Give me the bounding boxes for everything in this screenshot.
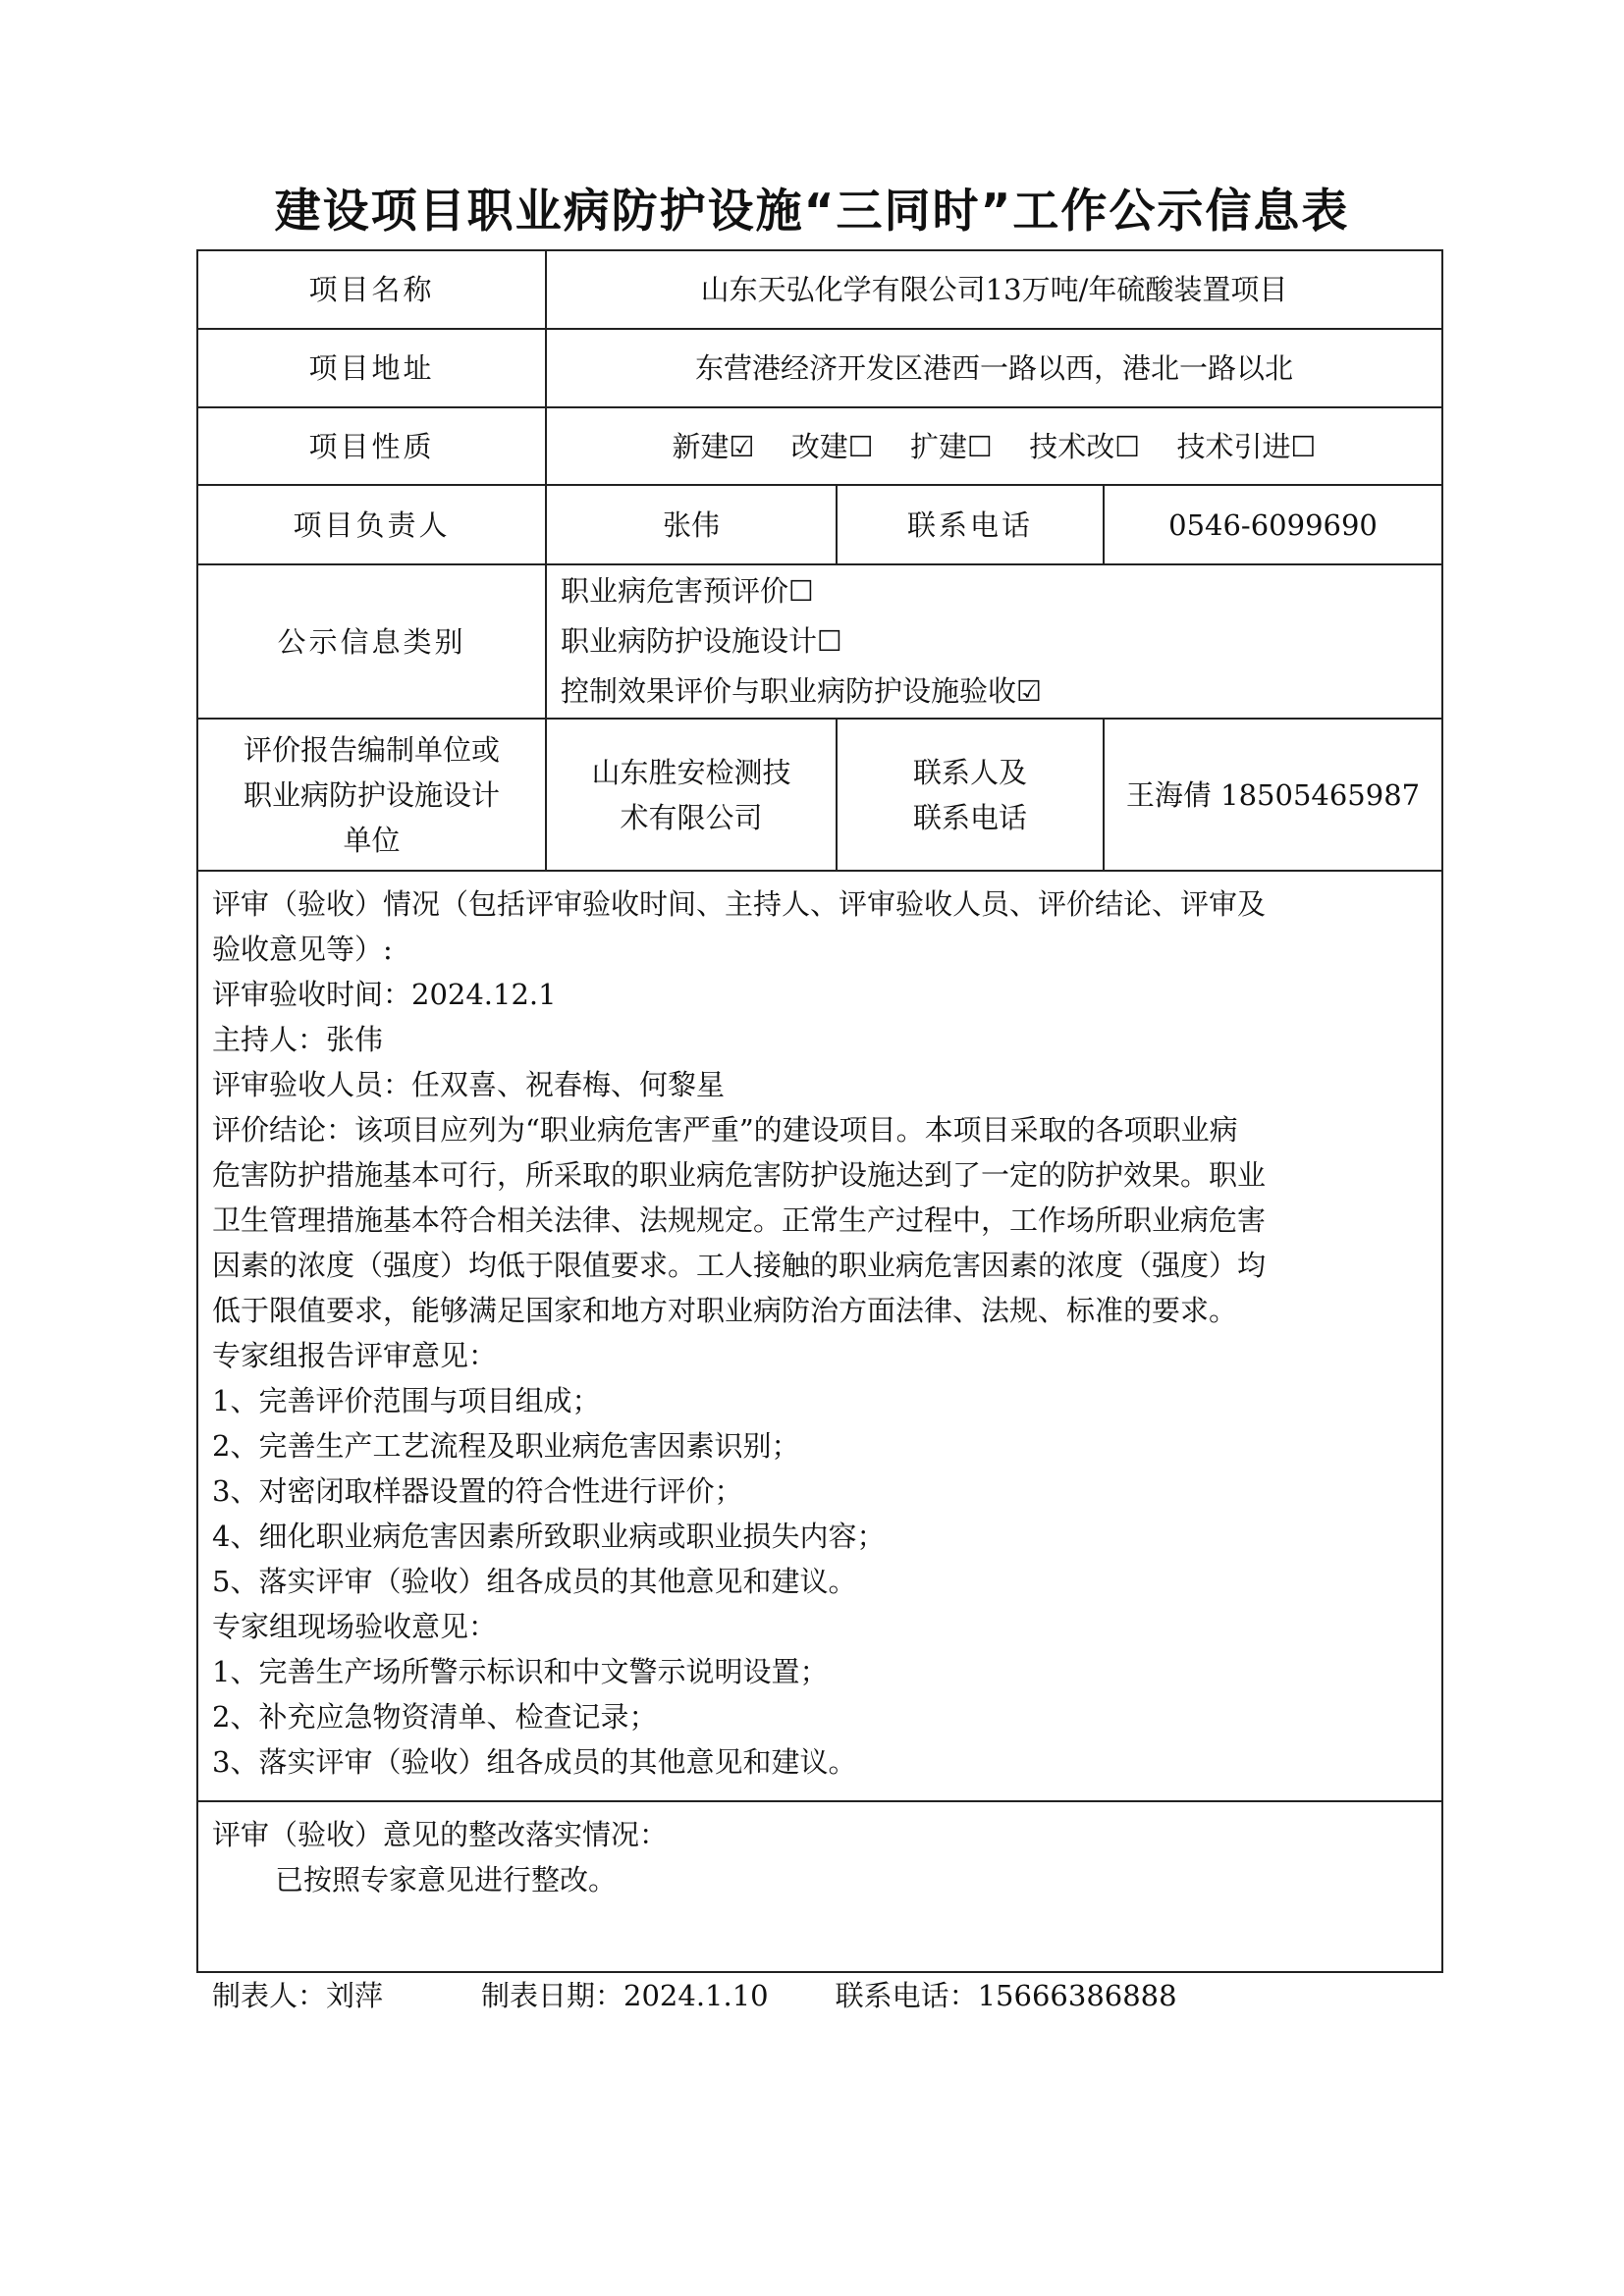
report-unit-value-line: 山东胜安检测技	[591, 755, 791, 789]
leader-phone-label: 联系电话	[837, 485, 1104, 564]
rectification-section	[197, 1801, 1442, 1972]
table-footer	[212, 1976, 1177, 2015]
checkbox-checked-icon[interactable]: ☑	[729, 429, 755, 463]
row-project-leader	[197, 485, 1442, 564]
nature-option-label: 改建	[790, 429, 848, 463]
site-opinion-item: 2、补充应急物资清单、检查记录；	[212, 1700, 658, 1734]
project-address-label: 项目地址	[197, 329, 546, 407]
category-option-protection-design[interactable]	[561, 616, 1428, 667]
category-option-label: 职业病危害预评价	[561, 574, 789, 608]
category-option-pre-evaluation[interactable]	[561, 566, 1428, 616]
project-name-value: 山东天弘化学有限公司13万吨/年硫酸装置项目	[546, 250, 1442, 329]
nature-option-label: 扩建	[910, 429, 968, 463]
site-opinion-title: 专家组现场验收意见：	[212, 1610, 498, 1643]
info-category-options	[546, 564, 1442, 719]
nature-option-expand[interactable]	[910, 429, 993, 464]
leader-phone-value: 0546-6099690	[1104, 485, 1442, 564]
checkbox-checked-icon[interactable]: ☑	[1016, 674, 1043, 708]
nature-option-new[interactable]	[673, 429, 755, 464]
report-opinion-item: 1、完善评价范围与项目组成；	[212, 1384, 601, 1417]
report-opinion-item: 4、细化职业病危害因素所致职业病或职业损失内容；	[212, 1520, 886, 1553]
contact-label-line: 联系人及	[912, 755, 1027, 789]
row-info-category	[197, 564, 1442, 719]
review-conclusion-line: 危害防护措施基本可行，所采取的职业病危害防护设施达到了一定的防护效果。职业	[212, 1158, 1267, 1192]
rectification-content: 已按照专家意见进行整改。	[275, 1863, 618, 1896]
report-opinion-item: 3、对密闭取样器设置的符合性进行评价；	[212, 1474, 743, 1508]
checkbox-empty-icon[interactable]: ☐	[847, 429, 874, 463]
review-host: 主持人：张伟	[212, 1023, 384, 1056]
page-title: 建设项目职业病防护设施“三同时”工作公示信息表	[274, 185, 1350, 239]
site-opinion-item: 1、完善生产场所警示标识和中文警示说明设置；	[212, 1655, 829, 1688]
report-unit-value-line: 术有限公司	[620, 800, 763, 834]
info-table	[196, 249, 1443, 1973]
checkbox-empty-icon[interactable]: ☐	[1114, 429, 1141, 463]
rectification-heading: 评审（验收）意见的整改落实情况：	[212, 1818, 669, 1851]
site-opinion-item: 3、落实评审（验收）组各成员的其他意见和建议。	[212, 1745, 857, 1779]
review-conclusion-line: 低于限值要求，能够满足国家和地方对职业病防治方面法律、法规、标准的要求。	[212, 1294, 1238, 1327]
row-project-nature	[197, 407, 1442, 485]
review-conclusion-line: 因素的浓度（强度）均低于限值要求。工人接触的职业病危害因素的浓度（强度）均	[212, 1249, 1267, 1282]
nature-option-label: 技术引进	[1176, 429, 1291, 463]
row-review	[197, 871, 1442, 1801]
review-heading-line: 评审（验收）情况（包括评审验收时间、主持人、评审验收人员、评价结论、评审及	[212, 887, 1267, 921]
nature-option-label: 新建	[672, 429, 730, 463]
contact-label-line: 联系电话	[912, 800, 1027, 834]
report-unit-label-line: 职业病防护设施设计	[243, 777, 500, 812]
contact-label	[837, 719, 1104, 871]
nature-option-tech-import[interactable]	[1176, 429, 1316, 464]
footer-date: 制表日期：2024.1.10	[481, 1979, 769, 2012]
footer-phone: 联系电话：15666386888	[835, 1979, 1177, 2012]
review-heading-line: 验收意见等）:	[212, 933, 393, 966]
project-nature-options	[546, 407, 1442, 485]
checkbox-empty-icon[interactable]: ☐	[788, 574, 815, 608]
category-option-label: 职业病防护设施设计	[561, 624, 818, 658]
review-conclusion-line: 卫生管理措施基本符合相关法律、法规规定。正常生产过程中，工作场所职业病危害	[212, 1203, 1267, 1237]
row-report-unit	[197, 719, 1442, 871]
review-members: 评审验收人员：任双喜、祝春梅、何黎星	[212, 1068, 726, 1101]
nature-option-rebuild[interactable]	[791, 429, 874, 464]
project-nature-label: 项目性质	[197, 407, 546, 485]
row-rectification	[197, 1801, 1442, 1972]
report-opinion-item: 5、落实评审（验收）组各成员的其他意见和建议。	[212, 1565, 857, 1598]
project-address-value: 东营港经济开发区港西一路以西，港北一路以北	[546, 329, 1442, 407]
report-opinion-item: 2、完善生产工艺流程及职业病危害因素识别；	[212, 1429, 800, 1463]
project-leader-label: 项目负责人	[197, 485, 546, 564]
nature-option-tech-renovation[interactable]	[1029, 429, 1140, 464]
category-option-label: 控制效果评价与职业病防护设施验收	[561, 674, 1017, 708]
row-project-name	[197, 250, 1442, 329]
report-opinion-title: 专家组报告评审意见：	[212, 1339, 498, 1372]
review-section	[197, 871, 1442, 1801]
footer-preparer: 制表人：刘萍	[212, 1979, 384, 2012]
info-category-label: 公示信息类别	[197, 564, 546, 719]
checkbox-empty-icon[interactable]: ☐	[967, 429, 994, 463]
report-unit-label-line: 单位	[343, 823, 401, 857]
contact-value: 王海倩 18505465987	[1104, 719, 1442, 871]
project-name-label: 项目名称	[197, 250, 546, 329]
review-time: 评审验收时间：2024.12.1	[212, 978, 557, 1011]
row-project-address	[197, 329, 1442, 407]
checkbox-empty-icon[interactable]: ☐	[1290, 429, 1317, 463]
report-unit-label-line: 评价报告编制单位或	[243, 732, 500, 767]
category-option-control-acceptance[interactable]	[561, 667, 1428, 717]
report-unit-value	[546, 719, 837, 871]
nature-option-label: 技术改	[1029, 429, 1115, 463]
report-unit-label	[197, 719, 546, 871]
checkbox-empty-icon[interactable]: ☐	[817, 624, 843, 658]
review-conclusion-line: 评价结论：该项目应列为“职业病危害严重”的建设项目。本项目采取的各项职业病	[212, 1113, 1238, 1147]
project-leader-value: 张伟	[546, 485, 837, 564]
